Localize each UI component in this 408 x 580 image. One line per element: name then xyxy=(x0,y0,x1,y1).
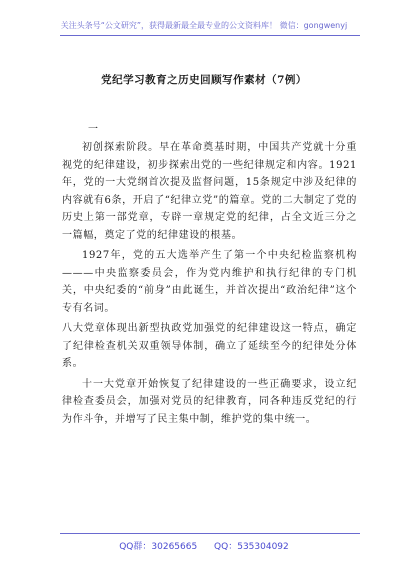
header-note: 关注头条号“公文研究”，获得最新最全最专业的公文资料库！ 微信：gongwenyj xyxy=(60,21,348,30)
document-title: 党纪学习教育之历史回顾写作素材（7例） xyxy=(101,74,307,86)
section-mark: 一 xyxy=(88,124,98,135)
footer-contact: QQ群：30265665 QQ：535304092 xyxy=(119,542,289,552)
footer-divider xyxy=(60,533,360,534)
header-divider xyxy=(60,35,360,36)
paragraph: 1927年，党的五大选举产生了第一个中央纪检监察机构———中央监察委员会，作为党内维护和执行纪律的专门机关，中央纪委的“前身”由此诞生，并首次提出“政治纪律”这个专有名词。 xyxy=(62,250,357,314)
document-body xyxy=(62,139,357,431)
paragraph: 八大党章体现出新型执政党加强党的纪律建设这一特点，确定了纪律检查机关双重领导体制，确立了延续至今的纪律处分体系。 xyxy=(62,323,357,369)
paragraph: 十一大党章开始恢复了纪律建设的一些正确要求，设立纪律检查委员会，加强对党员的纪律教育，同各种违反党纪的行为作斗争，并增写了民主集中制，维护党的集中统一。 xyxy=(62,378,357,425)
paragraph: 初创探索阶段。早在革命奠基时期，中国共产党就十分重视党的纪律建设，初步探索出党的一些纪律规定和内容。1921年，党的一大党纲首次提及监督问题，15条规定中涉及纪律的内容就有6条，开启了“纪律立党”的篇章。党的二大制定了党的历史上第一部党章，专辟一章规定党的纪律，占全文近三分之一篇幅，奠定了党的纪律建设的根基。 xyxy=(62,142,357,241)
